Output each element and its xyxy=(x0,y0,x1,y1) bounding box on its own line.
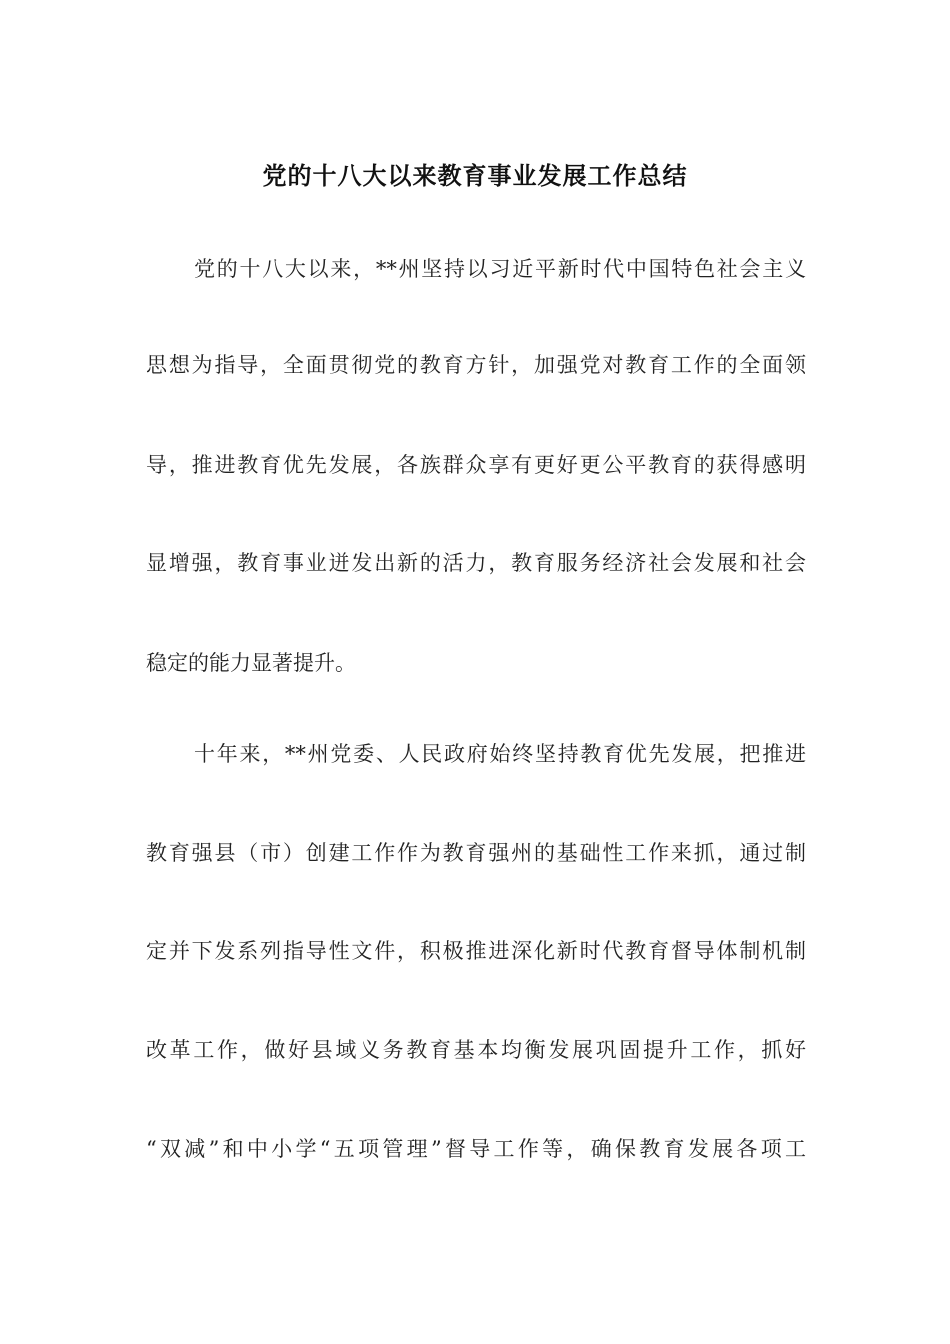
paragraph-line: 党的十八大以来，**州坚持以习近平新时代中国特色社会主义 xyxy=(194,257,806,281)
paragraph-line: 导，推进教育优先发展，各族群众享有更好更公平教育的获得感明 xyxy=(146,453,806,477)
paragraph-line: 思想为指导，全面贯彻党的教育方针，加强党对教育工作的全面领 xyxy=(146,353,806,377)
paragraph-line: “双减”和中小学“五项管理”督导工作等，确保教育发展各项工 xyxy=(146,1137,806,1161)
paragraph-line: 改革工作，做好县域义务教育基本均衡发展巩固提升工作，抓好 xyxy=(146,1038,806,1062)
paragraph-line: 稳定的能力显著提升。 xyxy=(146,651,356,675)
paragraph-line: 教育强县（市）创建工作作为教育强州的基础性工作来抓，通过制 xyxy=(146,841,806,865)
document-title: 党的十八大以来教育事业发展工作总结 xyxy=(262,162,688,190)
paragraph-line: 十年来，**州党委、人民政府始终坚持教育优先发展，把推进 xyxy=(194,742,806,766)
paragraph-line: 定并下发系列指导性文件，积极推进深化新时代教育督导体制机制 xyxy=(146,939,806,963)
paragraph-line: 显增强，教育事业迸发出新的活力，教育服务经济社会发展和社会 xyxy=(146,551,806,575)
